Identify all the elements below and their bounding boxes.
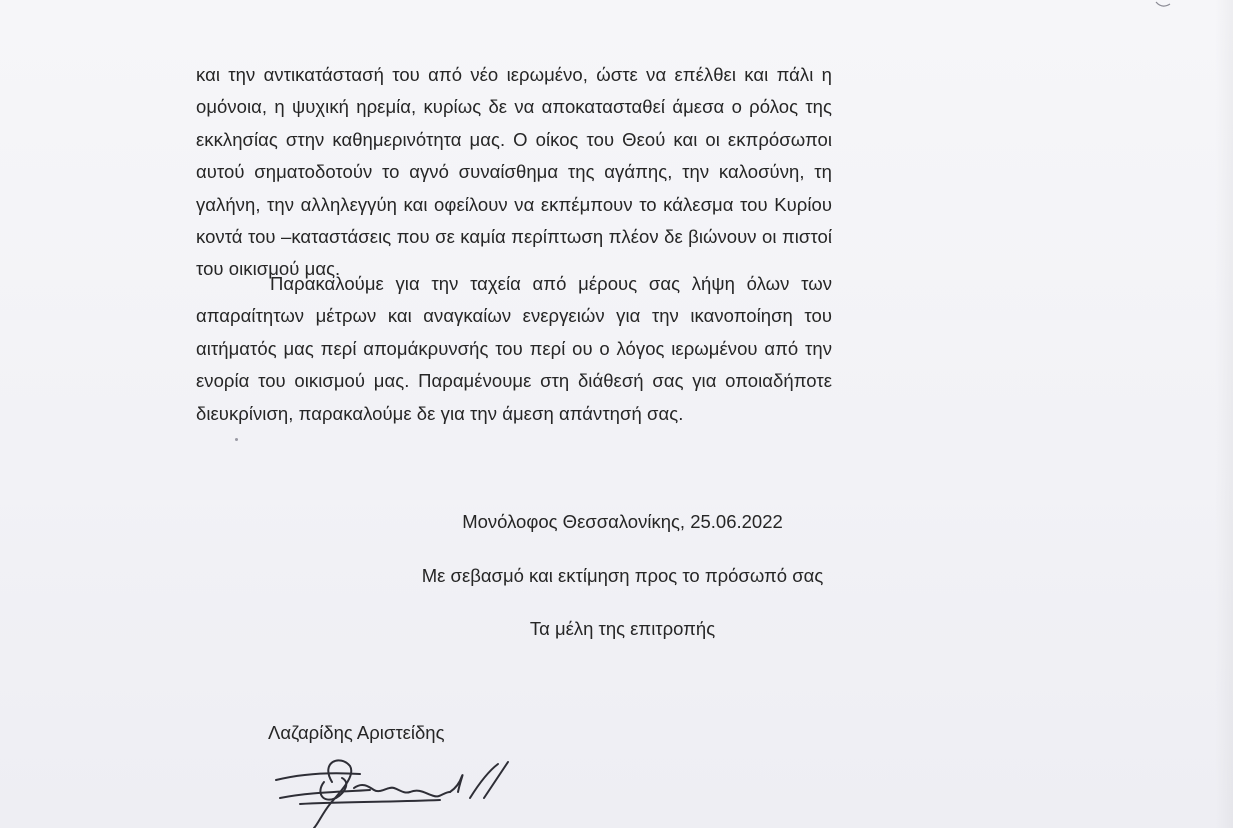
scan-artifact-mark: [1152, 0, 1174, 12]
committee-signoff: Τα μέλη της επιτροπής: [529, 618, 716, 639]
handwritten-signature: [270, 752, 530, 828]
body-paragraph-2: Παρακαλούμε για την ταχεία από μέρους σας λήψη όλων των απαραίτητων μέτρων και αναγκαίων ενεργειών για την ικανοποίηση του αιτήματός μας περί απομάκρυνσής του περί ου ο λόγος ιερωμένου από την ενορία του οικισμού μας. Παραμένουμε στη διάθεσή σας για οποιαδήποτε διευκρίνιση, παρακαλούμε δε για την άμεση απάντησή σας.: [196, 273, 832, 424]
signer-name: Λαζαρίδης Αριστείδης: [268, 722, 445, 743]
place-and-date: Μονόλοφος Θεσσαλονίκης, 25.06.2022: [462, 511, 783, 532]
body-paragraph-1: και την αντικατάστασή του από νέο ιερωμένο, ώστε να επέλθει και πάλι η ομόνοια, η ψυχική ηρεμία, κυρίως δε να αποκατασταθεί άμεσα ο ρόλος της εκκλησίας στην καθημερινότητα μας. Ο οίκος του Θεού και οι εκπρόσωποι αυτού σηματοδοτούν το αγνό συναίσθημα της αγάπης, την καλοσύνη, τη γαλήνη, την αλληλεγγύη και οφείλουν να εκπέμπουν το κάλεσμα του Κυρίου κοντά του –καταστάσεις που σε καμία περίπτωση πλέον δε βιώνουν οι πιστοί του οικισμού μας.: [196, 64, 832, 280]
scan-speck: [235, 438, 238, 441]
page-edge-shadow: [1215, 0, 1233, 828]
closing-salutation: Με σεβασμό και εκτίμηση προς το πρόσωπό σας: [421, 565, 824, 586]
